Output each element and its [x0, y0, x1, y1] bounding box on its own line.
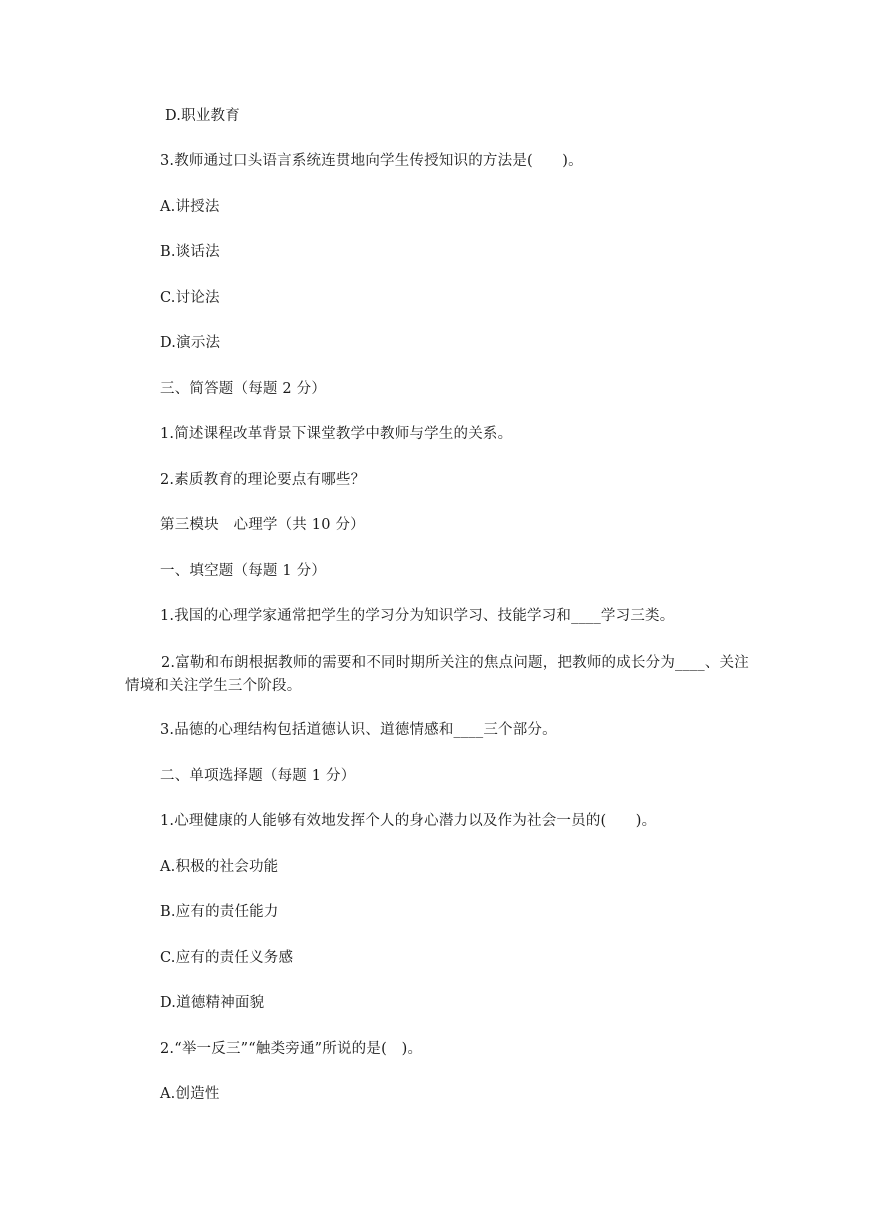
single-choice-question-1: 1.心理健康的人能够有效地发挥个人的身心潜力以及作为社会一员的( )。: [160, 813, 657, 829]
option-d-demonstration: D.演示法: [160, 335, 221, 351]
fill-blank-question-3: 3.品德的心理结构包括道德认识、道德情感和____三个部分。: [160, 722, 557, 738]
option-d-moral-spirit: D.道德精神面貌: [160, 995, 265, 1011]
module-3-psychology-heading: 第三模块 心理学（共 10 分）: [160, 517, 365, 533]
option-c-sense-of-duty: C.应有的责任义务感: [160, 950, 294, 966]
fill-blank-question-2: 2.富勒和布朗根据教师的需要和不同时期所关注的焦点问题，把教师的成长分为____、关注情境和关注学生三个阶段。: [125, 655, 749, 694]
option-a-creativity: A.创造性: [160, 1086, 220, 1102]
option-a-lecture: A.讲授法: [160, 199, 220, 215]
short-answer-question-2: 2.素质教育的理论要点有哪些？: [160, 472, 366, 488]
option-d-vocational-education: D.职业教育: [165, 108, 240, 124]
option-a-positive-social-function: A.积极的社会功能: [160, 859, 279, 875]
single-choice-question-2: 2.“举一反三”“触类旁通”所说的是( )。: [160, 1041, 423, 1057]
short-answer-question-1: 1.简述课程改革背景下课堂教学中教师与学生的关系。: [160, 426, 513, 442]
option-c-discussion: C.讨论法: [160, 290, 220, 306]
fill-blank-question-1: 1.我国的心理学家通常把学生的学习分为知识学习、技能学习和____学习三类。: [160, 608, 675, 624]
section-single-choice-heading: 二、单项选择题（每题 1 分）: [160, 768, 356, 784]
option-b-conversation: B.谈话法: [160, 244, 220, 260]
section-fill-blank-heading: 一、填空题（每题 1 分）: [160, 563, 327, 579]
option-b-responsibility-ability: B.应有的责任能力: [160, 904, 279, 920]
section-short-answer-heading: 三、简答题（每题 2 分）: [160, 381, 327, 397]
question-3-lecture-method: 3.教师通过口头语言系统连贯地向学生传授知识的方法是( )。: [160, 153, 583, 169]
